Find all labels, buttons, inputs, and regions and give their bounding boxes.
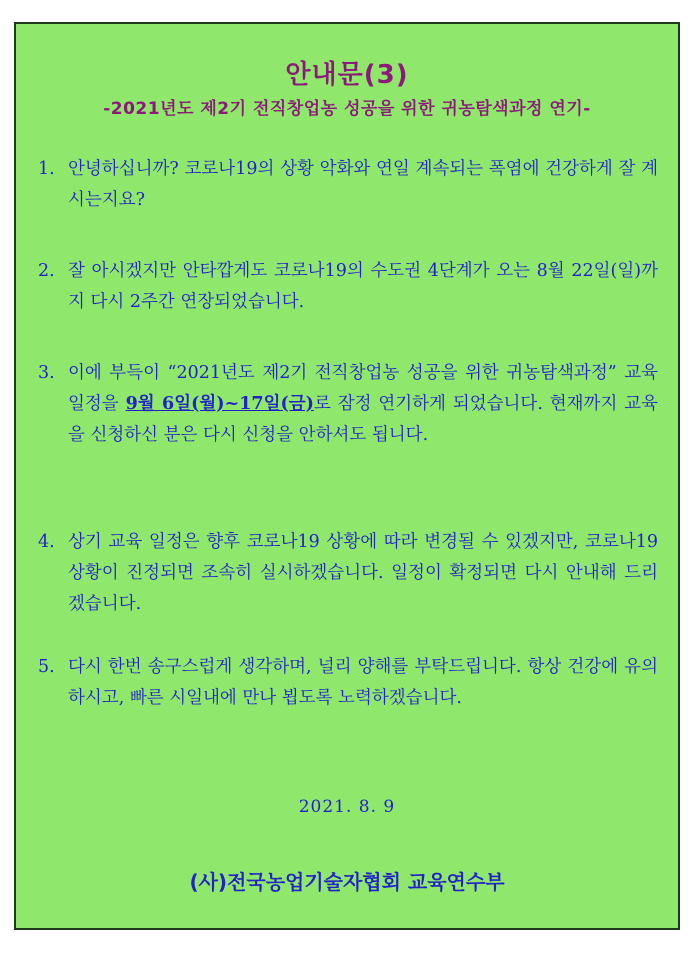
item-text-after: 로 잠정 연기하게 되었습니다. 현재까지 교육을 신청하신 분은 다시 신청을 안하셔도 됩니다.: [68, 394, 659, 445]
notice-subtitle: -2021년도 제2기 전직창업농 성공을 위한 귀농탐색과정 연기-: [103, 99, 591, 119]
list-item-2: [38, 256, 658, 318]
list-item-5: [38, 652, 658, 714]
item-number: 5.: [38, 657, 55, 677]
notice-title: 안내문(3): [285, 60, 409, 90]
item-number: 4.: [38, 532, 55, 552]
notice-date: 2021. 8. 9: [298, 797, 396, 817]
item-text-before: 이에 부득이 “2021년도 제2기 전직창업농 성공을 위한 귀농탐색과정” 교육 일정을: [68, 363, 658, 414]
list-item-3: [38, 358, 658, 451]
item-number: 1.: [38, 159, 55, 179]
list-item-1: [38, 154, 658, 216]
item-text: 안녕하십니까? 코로나19의 상황 악화와 연일 계속되는 폭염에 건강하게 잘 계시는지요?: [68, 159, 658, 210]
item-text: 다시 한번 송구스럽게 생각하며, 널리 양해를 부탁드립니다. 항상 건강에 유의하시고, 빠른 시일내에 만나 뵙도록 노력하겠습니다.: [68, 657, 658, 708]
item-text: 잘 아시겠지만 안타깝게도 코로나19의 수도권 4단계가 오는 8월 22일(일)까지 다시 2주간 연장되었습니다.: [68, 261, 658, 312]
item-number: 3.: [38, 363, 55, 383]
list-item-4: [38, 527, 658, 620]
item-text: [68, 358, 658, 451]
organization-name: (사)전국농업기술자협회 교육연수부: [189, 870, 505, 894]
notice-panel: [14, 22, 680, 930]
item-number: 2.: [38, 261, 55, 281]
item-text: 상기 교육 일정은 향후 코로나19 상황에 따라 변경될 수 있겠지만, 코로나19 상황이 진정되면 조속히 실시하겠습니다. 일정이 확정되면 다시 안내해 드리겠습니다.: [68, 532, 658, 614]
schedule-highlight: 9월 6일(월)~17일(금): [125, 394, 314, 414]
